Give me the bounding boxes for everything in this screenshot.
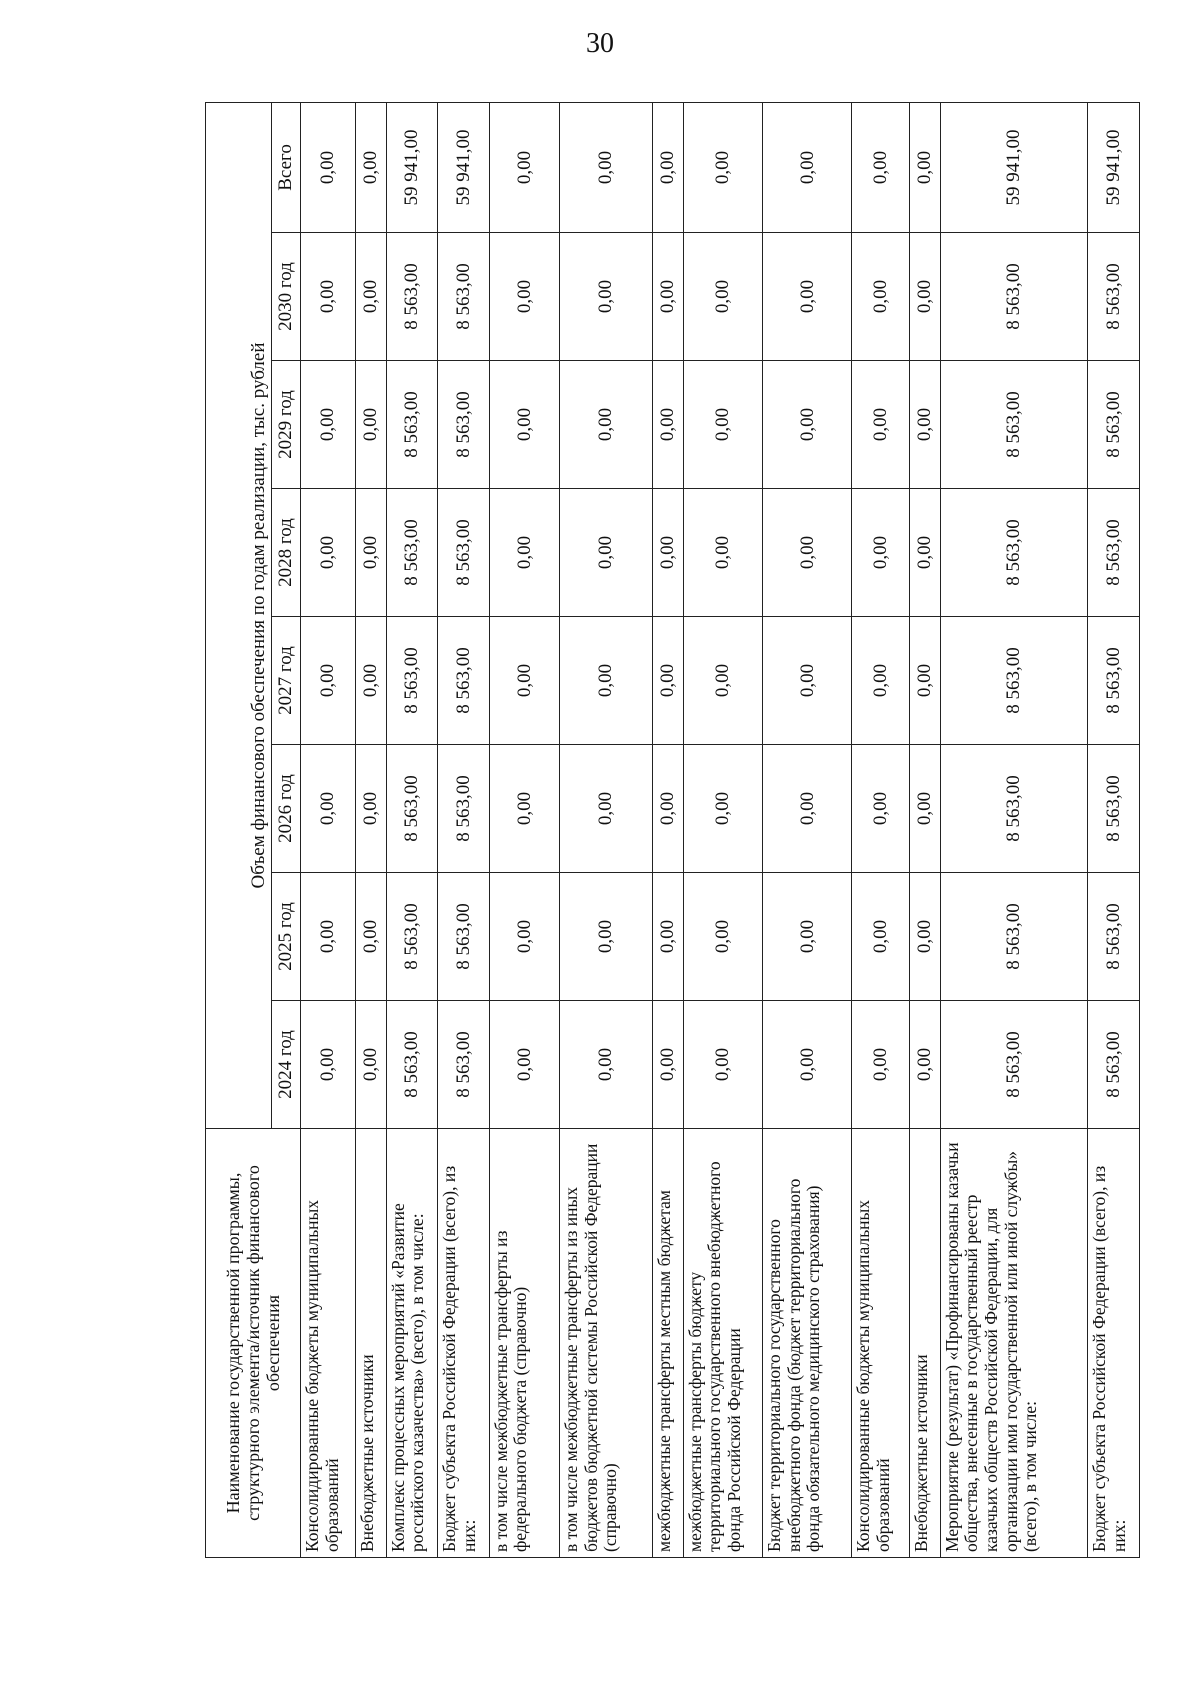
row-total: 0,00 xyxy=(355,102,386,232)
row-value: 0,00 xyxy=(683,233,762,361)
row-value: 0,00 xyxy=(909,233,940,361)
row-value: 0,00 xyxy=(489,617,559,745)
table-row xyxy=(438,102,490,1557)
row-value: 8 563,00 xyxy=(386,233,438,361)
row-value: 8 563,00 xyxy=(438,617,490,745)
row-value: 8 563,00 xyxy=(386,361,438,489)
financing-table xyxy=(205,102,1140,1558)
row-value: 8 563,00 xyxy=(1088,489,1140,617)
row-total: 59 941,00 xyxy=(1088,102,1140,232)
row-value: 0,00 xyxy=(301,617,356,745)
row-value: 0,00 xyxy=(489,745,559,873)
row-value: 8 563,00 xyxy=(940,617,1088,745)
row-value: 8 563,00 xyxy=(438,233,490,361)
row-value: 0,00 xyxy=(763,361,852,489)
row-value: 8 563,00 xyxy=(1088,745,1140,873)
row-value: 0,00 xyxy=(909,873,940,1001)
row-label: в том числе межбюджетные трансферты из иных бюджетов бюджетной системы Российской Федерации (справочно) xyxy=(560,1129,653,1558)
row-label: межбюджетные трансферты местным бюджетам xyxy=(652,1129,683,1558)
row-label: Мероприятие (результат) «Профинансированы казачьи общества, внесенные в государственный реестр казачьих обществ Российской Федерации, для организации ими государственной или иной службы» (всего), в том числе: xyxy=(940,1129,1088,1558)
row-value: 0,00 xyxy=(852,745,910,873)
row-value: 8 563,00 xyxy=(438,1001,490,1129)
row-label: в том числе межбюджетные трансферты из федерального бюджета (справочно) xyxy=(489,1129,559,1558)
row-value: 8 563,00 xyxy=(940,873,1088,1001)
row-value: 0,00 xyxy=(652,489,683,617)
row-value: 0,00 xyxy=(683,745,762,873)
row-label: Бюджет субъекта Российской Федерации (всего), из них: xyxy=(1088,1129,1140,1558)
row-value: 0,00 xyxy=(301,745,356,873)
row-value: 8 563,00 xyxy=(940,361,1088,489)
row-value: 0,00 xyxy=(763,617,852,745)
row-value: 0,00 xyxy=(763,745,852,873)
table-row xyxy=(683,102,762,1557)
row-value: 8 563,00 xyxy=(940,1001,1088,1129)
row-value: 8 563,00 xyxy=(386,617,438,745)
row-value: 8 563,00 xyxy=(438,745,490,873)
row-value: 8 563,00 xyxy=(1088,873,1140,1001)
row-value: 8 563,00 xyxy=(386,489,438,617)
row-label: Бюджет субъекта Российской Федерации (всего), из них: xyxy=(438,1129,490,1558)
row-total: 59 941,00 xyxy=(386,102,438,232)
row-value: 8 563,00 xyxy=(438,873,490,1001)
row-total: 0,00 xyxy=(852,102,910,232)
row-value: 0,00 xyxy=(301,489,356,617)
year-header: 2027 год xyxy=(272,617,301,745)
table-row xyxy=(355,102,386,1557)
row-value: 8 563,00 xyxy=(940,233,1088,361)
row-value: 0,00 xyxy=(763,233,852,361)
row-value: 0,00 xyxy=(560,745,653,873)
row-value: 0,00 xyxy=(489,489,559,617)
table-row xyxy=(652,102,683,1557)
row-value: 0,00 xyxy=(852,489,910,617)
table-row xyxy=(386,102,438,1557)
row-value: 0,00 xyxy=(489,1001,559,1129)
year-header: 2026 год xyxy=(272,745,301,873)
row-label: Внебюджетные источники xyxy=(355,1129,386,1558)
row-total: 59 941,00 xyxy=(940,102,1088,232)
row-value: 8 563,00 xyxy=(386,745,438,873)
row-total: 0,00 xyxy=(560,102,653,232)
table-header xyxy=(206,102,301,1557)
row-value: 0,00 xyxy=(355,745,386,873)
row-value: 0,00 xyxy=(909,361,940,489)
row-value: 0,00 xyxy=(852,873,910,1001)
table-row xyxy=(763,102,852,1557)
row-value: 0,00 xyxy=(301,361,356,489)
row-total: 0,00 xyxy=(909,102,940,232)
row-total: 0,00 xyxy=(763,102,852,232)
row-value: 0,00 xyxy=(652,617,683,745)
row-value: 8 563,00 xyxy=(386,1001,438,1129)
row-value: 8 563,00 xyxy=(438,361,490,489)
row-value: 0,00 xyxy=(683,361,762,489)
row-value: 8 563,00 xyxy=(386,873,438,1001)
financing-volume-header: Объем финансового обеспечения по годам реализации, тыс. рублей xyxy=(206,102,272,1128)
row-value: 0,00 xyxy=(560,233,653,361)
row-value: 0,00 xyxy=(489,361,559,489)
year-header: 2025 год xyxy=(272,873,301,1001)
row-value: 0,00 xyxy=(355,617,386,745)
row-value: 0,00 xyxy=(909,745,940,873)
row-value: 0,00 xyxy=(560,873,653,1001)
table-row xyxy=(1088,102,1140,1557)
row-value: 0,00 xyxy=(560,489,653,617)
row-value: 0,00 xyxy=(683,617,762,745)
row-value: 0,00 xyxy=(560,617,653,745)
row-value: 8 563,00 xyxy=(940,489,1088,617)
row-total: 0,00 xyxy=(489,102,559,232)
row-value: 0,00 xyxy=(355,361,386,489)
row-value: 8 563,00 xyxy=(940,745,1088,873)
row-value: 0,00 xyxy=(852,617,910,745)
row-value: 0,00 xyxy=(355,233,386,361)
row-value: 0,00 xyxy=(652,873,683,1001)
row-value: 0,00 xyxy=(301,873,356,1001)
row-value: 0,00 xyxy=(652,1001,683,1129)
row-value: 8 563,00 xyxy=(1088,233,1140,361)
row-total: 59 941,00 xyxy=(438,102,490,232)
row-value: 0,00 xyxy=(683,489,762,617)
row-value: 0,00 xyxy=(355,489,386,617)
row-value: 0,00 xyxy=(355,1001,386,1129)
row-value: 0,00 xyxy=(652,745,683,873)
total-header: Всего xyxy=(272,102,301,232)
table-row xyxy=(560,102,653,1557)
table-row xyxy=(489,102,559,1557)
table-row xyxy=(909,102,940,1557)
row-value: 0,00 xyxy=(489,233,559,361)
row-label: Консолидированные бюджеты муниципальных образований xyxy=(301,1129,356,1558)
year-header: 2028 год xyxy=(272,489,301,617)
row-total: 0,00 xyxy=(683,102,762,232)
row-value: 0,00 xyxy=(355,873,386,1001)
row-value: 0,00 xyxy=(489,873,559,1001)
row-value: 0,00 xyxy=(763,1001,852,1129)
row-total: 0,00 xyxy=(652,102,683,232)
row-label: Внебюджетные источники xyxy=(909,1129,940,1558)
row-value: 0,00 xyxy=(909,617,940,745)
page-number: 30 xyxy=(586,28,614,59)
table-row xyxy=(940,102,1088,1557)
name-column-header: Наименование государственной программы, структурного элемента/источник финансового обеспечения xyxy=(206,1129,301,1558)
row-value: 8 563,00 xyxy=(438,489,490,617)
row-value: 0,00 xyxy=(852,233,910,361)
row-value: 8 563,00 xyxy=(1088,1001,1140,1129)
row-value: 0,00 xyxy=(763,489,852,617)
row-value: 0,00 xyxy=(301,1001,356,1129)
row-value: 0,00 xyxy=(683,1001,762,1129)
row-value: 0,00 xyxy=(763,873,852,1001)
row-value: 0,00 xyxy=(909,489,940,617)
row-label: Бюджет территориального государственного внебюджетного фонда (бюджет территориального фонда обязательного медицинского страхования) xyxy=(763,1129,852,1558)
row-label: межбюджетные трансферты бюджету территориального государственного внебюджетного фонда Российской Федерации xyxy=(683,1129,762,1558)
row-value: 0,00 xyxy=(652,233,683,361)
row-value: 0,00 xyxy=(560,361,653,489)
row-value: 0,00 xyxy=(652,361,683,489)
year-header: 2029 год xyxy=(272,361,301,489)
year-header: 2024 год xyxy=(272,1001,301,1129)
table-row xyxy=(852,102,910,1557)
row-value: 8 563,00 xyxy=(1088,361,1140,489)
row-value: 0,00 xyxy=(909,1001,940,1129)
year-header: 2030 год xyxy=(272,233,301,361)
row-total: 0,00 xyxy=(301,102,356,232)
table-row xyxy=(301,102,356,1557)
row-label: Комплекс процессных мероприятий «Развитие российского казачества» (всего), в том числе: xyxy=(386,1129,438,1558)
row-value: 0,00 xyxy=(852,1001,910,1129)
rotated-table-container xyxy=(205,103,1140,1558)
row-value: 0,00 xyxy=(560,1001,653,1129)
row-value: 0,00 xyxy=(301,233,356,361)
row-value: 0,00 xyxy=(683,873,762,1001)
row-value: 0,00 xyxy=(852,361,910,489)
row-label: Консолидированные бюджеты муниципальных образований xyxy=(852,1129,910,1558)
table-body xyxy=(301,102,1140,1557)
row-value: 8 563,00 xyxy=(1088,617,1140,745)
